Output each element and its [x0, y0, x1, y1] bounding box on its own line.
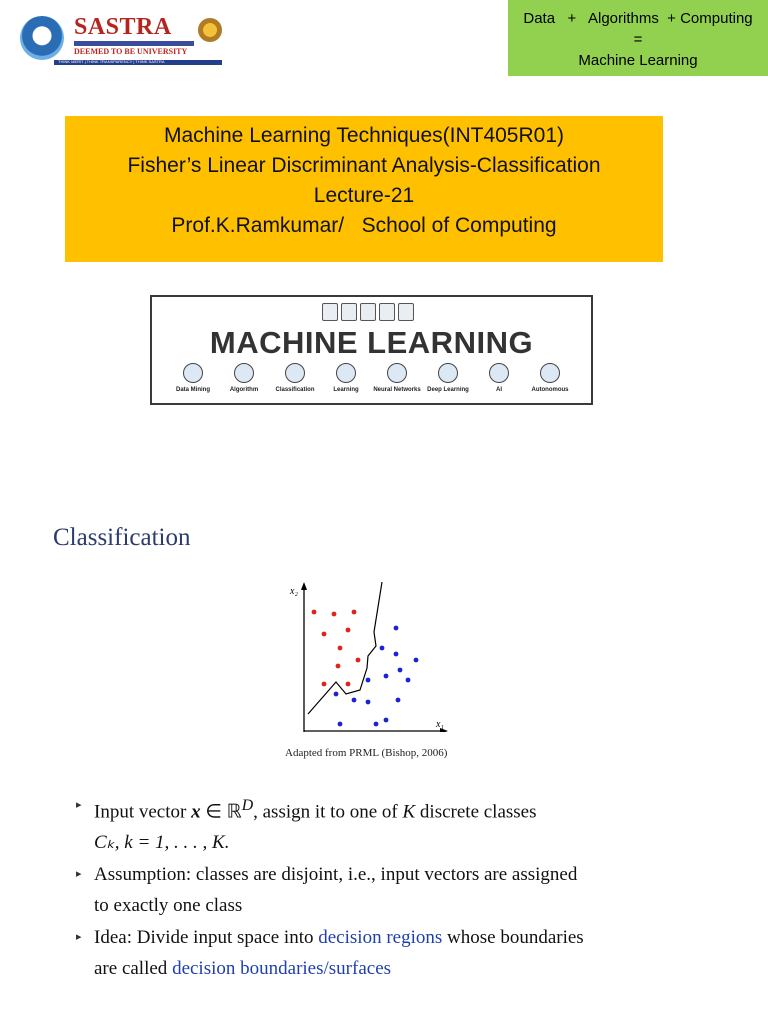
- topic-title: Fisher’s Linear Discriminant Analysis-Classification: [127, 154, 601, 177]
- bullet-marker: ▸: [76, 931, 82, 944]
- tagline-line3: Machine Learning: [578, 52, 698, 69]
- class2-point: [380, 646, 385, 651]
- machine-learning-banner: [150, 295, 593, 405]
- tagline-line2: =: [633, 31, 643, 48]
- data-mining-icon: [183, 363, 203, 383]
- bullet-text: ∈ ℝ: [200, 801, 242, 823]
- decision-boundaries-term: decision boundaries/surfaces: [172, 958, 392, 980]
- class1-point: [356, 658, 361, 663]
- banner-top-icons: [322, 303, 432, 325]
- tagline-line1: Data + Algorithms + Computing: [523, 10, 753, 27]
- class2-point: [406, 678, 411, 683]
- neural-network-icon: [387, 363, 407, 383]
- bullet-marker: ▸: [76, 799, 82, 811]
- category-ai: [474, 363, 524, 393]
- y-axis-arrow: [301, 582, 307, 590]
- category-label: Algorithm: [229, 387, 259, 393]
- sastra-logo: [20, 14, 220, 66]
- logo-subtitle: DEEMED TO BE UNIVERSITY: [74, 47, 188, 56]
- class1-point: [346, 628, 351, 633]
- bullet-marker: ▸: [76, 868, 82, 881]
- y-axis-label: x₂: [290, 586, 298, 597]
- class1-point: [312, 610, 317, 615]
- class2-point: [384, 718, 389, 723]
- category-deep-learning: [423, 363, 473, 393]
- class2-point: [366, 700, 371, 705]
- bullet-text: , assign it to one of: [253, 801, 403, 823]
- category-label: Neural Networks: [373, 387, 421, 393]
- bullet-text: whose boundaries: [442, 927, 584, 949]
- bullet-list: [75, 790, 715, 985]
- category-label: Deep Learning: [427, 387, 469, 393]
- gear-icon: [379, 303, 395, 321]
- class2-point: [384, 674, 389, 679]
- logo-strip-text: THINK MERIT | THINK TRANSPARENCY | THINK SASTRA: [58, 59, 165, 64]
- class2-point: [374, 722, 379, 727]
- class-formula: Cₖ, k = 1, . . . , K.: [94, 832, 230, 854]
- category-autonomous: [525, 363, 575, 393]
- brain-icon: [438, 363, 458, 383]
- bullet-idea: [75, 922, 715, 984]
- class1-point: [352, 610, 357, 615]
- instructor: Prof.K.Ramkumar/ School of Computing: [171, 214, 557, 237]
- class1-point: [322, 682, 327, 687]
- vector-symbol: x: [191, 801, 201, 823]
- category-label: Learning: [333, 387, 359, 393]
- class2-point: [398, 668, 403, 673]
- bullet-text: discrete classes: [415, 801, 537, 823]
- seal-icon: [198, 18, 222, 42]
- course-title: Machine Learning Techniques(INT405R01): [163, 124, 564, 147]
- bullet-text: Assumption: classes are disjoint, i.e., input vectors are assigned: [94, 864, 578, 886]
- bullet-input-vector: [75, 790, 715, 858]
- lecture-number: Lecture-21: [313, 184, 415, 207]
- category-label: Classification: [275, 387, 315, 393]
- banner-categories: [168, 363, 575, 393]
- class1-point: [322, 632, 327, 637]
- section-heading: Classification: [53, 524, 191, 551]
- class1-point: [336, 664, 341, 669]
- category-label: Data Mining: [176, 387, 210, 393]
- class1-point: [332, 612, 337, 617]
- class2-point: [396, 698, 401, 703]
- logo-subtitle-bar: [74, 41, 194, 46]
- logo-strip: [54, 60, 222, 65]
- category-label: AI: [496, 387, 502, 393]
- bullet-text: are called: [94, 958, 173, 980]
- class2-point: [414, 658, 419, 663]
- k-symbol: K: [402, 801, 416, 823]
- bullet-text: to exactly one class: [94, 895, 243, 917]
- decision-boundary: [308, 582, 382, 714]
- title-box: [65, 116, 663, 262]
- banner-heading: MACHINE LEARNING: [209, 325, 534, 360]
- class2-point: [394, 652, 399, 657]
- category-label: Autonomous: [531, 387, 569, 393]
- bullet-text: Idea: Divide input space into: [94, 927, 319, 949]
- logo-name: SASTRA: [74, 14, 172, 40]
- chart-icon: [360, 303, 376, 321]
- algorithm-icon: [234, 363, 254, 383]
- class2-point: [334, 692, 339, 697]
- class1-point: [346, 682, 351, 687]
- data-points: [312, 610, 419, 727]
- robot-icon: [322, 303, 338, 321]
- server-icon: [341, 303, 357, 321]
- bars-icon: [398, 303, 414, 321]
- category-learning: [321, 363, 371, 393]
- category-data-mining: [168, 363, 218, 393]
- learning-icon: [336, 363, 356, 383]
- class2-point: [366, 678, 371, 683]
- dimension-symbol: D: [241, 797, 254, 814]
- category-algorithm: [219, 363, 269, 393]
- class2-point: [338, 722, 343, 727]
- ai-head-icon: [489, 363, 509, 383]
- tagline-box: [508, 0, 768, 76]
- classification-icon: [285, 363, 305, 383]
- class2-point: [394, 626, 399, 631]
- x-axis-label: x₁: [436, 719, 444, 730]
- category-classification: [270, 363, 320, 393]
- class2-point: [352, 698, 357, 703]
- plot-caption: Adapted from PRML (Bishop, 2006): [285, 747, 448, 759]
- autonomous-robot-icon: [540, 363, 560, 383]
- decision-regions-term: decision regions: [318, 927, 443, 949]
- class1-point: [338, 646, 343, 651]
- bullet-text: Input vector: [94, 801, 192, 823]
- bullet-assumption: [75, 859, 715, 921]
- category-neural-networks: [372, 363, 422, 393]
- classification-plot: [288, 582, 448, 732]
- university-emblem-icon: [20, 16, 64, 60]
